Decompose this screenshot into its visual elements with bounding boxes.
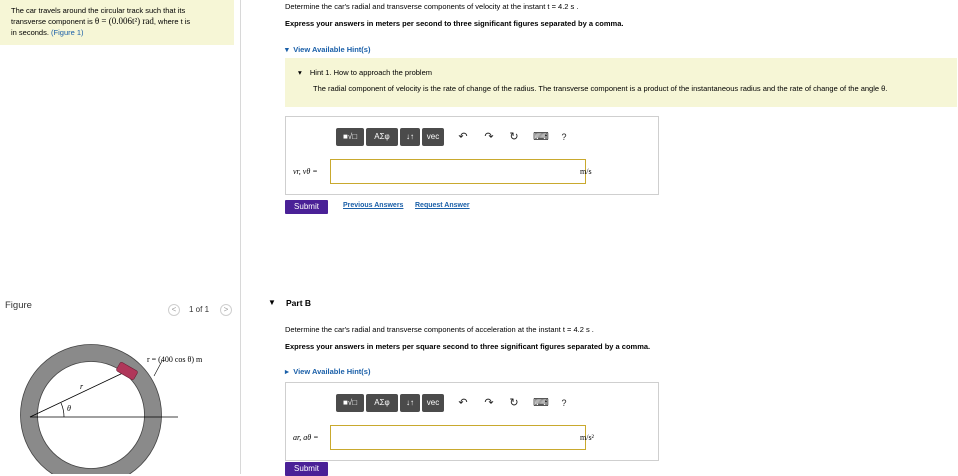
keyboard-icon[interactable]: ⌨ xyxy=(533,131,549,143)
vec-button[interactable]: vec xyxy=(422,128,444,146)
help-icon[interactable]: ? xyxy=(561,398,567,408)
theta-arc xyxy=(61,403,64,417)
theta-label: θ xyxy=(67,404,71,413)
figure-label: Figure xyxy=(5,300,32,311)
partA-variable-label: vr, vθ = xyxy=(293,167,318,176)
partB-variable-label: ar, aθ = xyxy=(293,433,319,442)
figure-next-button[interactable]: > xyxy=(220,304,232,316)
undo-icon[interactable]: ↶ xyxy=(458,131,468,143)
partB-collapse-icon[interactable]: ▼ xyxy=(268,298,276,307)
partA-question: Determine the car's radial and transverse components of velocity at the instant t = 4.2 s . xyxy=(285,2,579,11)
partA-submit-button[interactable]: Submit xyxy=(285,200,328,214)
partB-unit: m/s² xyxy=(580,433,594,442)
caret-down-icon: ▾ xyxy=(285,45,289,54)
hint-body: The radial component of velocity is the rate of change of the radius. The transverse component is a product of the instantaneous radius and the rate of change of the angle θ. xyxy=(313,84,888,93)
theta-equation: θ = (0.006t²) rad xyxy=(94,16,154,26)
partB-question: Determine the car's radial and transverse components of acceleration at the instant t = 4.2 s . xyxy=(285,325,594,334)
problem-statement xyxy=(0,0,234,45)
problem-line-3 xyxy=(11,27,234,38)
partA-answer-input[interactable] xyxy=(330,159,586,184)
undo-icon[interactable]: ↶ xyxy=(458,397,468,409)
help-icon[interactable]: ? xyxy=(561,132,567,142)
figure-prev-button[interactable]: < xyxy=(168,304,180,316)
figure-pager-text: 1 of 1 xyxy=(189,305,210,314)
partB-instruction: Express your answers in meters per square second to three significant figures separated by a comma. xyxy=(285,342,651,351)
column-divider xyxy=(240,0,241,474)
track-figure xyxy=(0,340,240,474)
hint-title: Hint 1. How to approach the problem xyxy=(309,68,433,77)
hint-panel xyxy=(285,58,957,107)
partB-answer-box xyxy=(285,382,659,461)
partB-hints-toggle[interactable] xyxy=(285,361,370,379)
partB-title: Part B xyxy=(286,298,312,308)
problem-line-1: The car travels around the circular track such that its xyxy=(11,6,186,15)
problem-line-2 xyxy=(11,16,234,27)
partB-answer-input[interactable] xyxy=(330,425,586,450)
redo-icon[interactable]: ↷ xyxy=(484,131,494,143)
templates-button[interactable]: ■√□ xyxy=(336,128,364,146)
reset-icon[interactable]: ↻ xyxy=(509,397,519,409)
updown-button[interactable]: ↓↑ xyxy=(400,128,420,146)
partB-submit-button[interactable]: Submit xyxy=(285,462,328,476)
greek-button[interactable]: ΑΣφ xyxy=(366,394,398,412)
vec-button[interactable]: vec xyxy=(422,394,444,412)
partB-hints-label: View Available Hint(s) xyxy=(293,367,371,376)
caret-right-icon: ▸ xyxy=(285,367,289,376)
partA-hints-toggle[interactable] xyxy=(285,39,370,57)
partA-unit: m/s xyxy=(580,167,592,176)
previous-answers-link[interactable]: Previous Answers xyxy=(343,202,404,209)
reset-icon[interactable]: ↻ xyxy=(509,131,519,143)
hint-1[interactable] xyxy=(298,68,432,78)
hint-caret-icon: ▾ xyxy=(298,68,302,77)
greek-button[interactable]: ΑΣφ xyxy=(366,128,398,146)
partA-instruction: Express your answers in meters per second to three significant figures separated by a comma. xyxy=(285,19,624,28)
request-answer-link[interactable]: Request Answer xyxy=(415,202,470,209)
redo-icon[interactable]: ↷ xyxy=(484,397,494,409)
updown-button[interactable]: ↓↑ xyxy=(400,394,420,412)
keyboard-icon[interactable]: ⌨ xyxy=(533,397,549,409)
problem-line-2-tail: , where t is xyxy=(153,17,191,26)
partA-answer-box xyxy=(285,116,659,195)
r-label: r xyxy=(80,382,84,391)
radius-equation: r = (400 cos θ) m xyxy=(147,355,203,364)
problem-line-3-text: in seconds. xyxy=(11,28,49,37)
figure-link[interactable]: (Figure 1) xyxy=(51,28,84,37)
templates-button[interactable]: ■√□ xyxy=(336,394,364,412)
problem-line-2-text: transverse component is xyxy=(11,17,93,26)
partA-hints-label: View Available Hint(s) xyxy=(293,45,371,54)
